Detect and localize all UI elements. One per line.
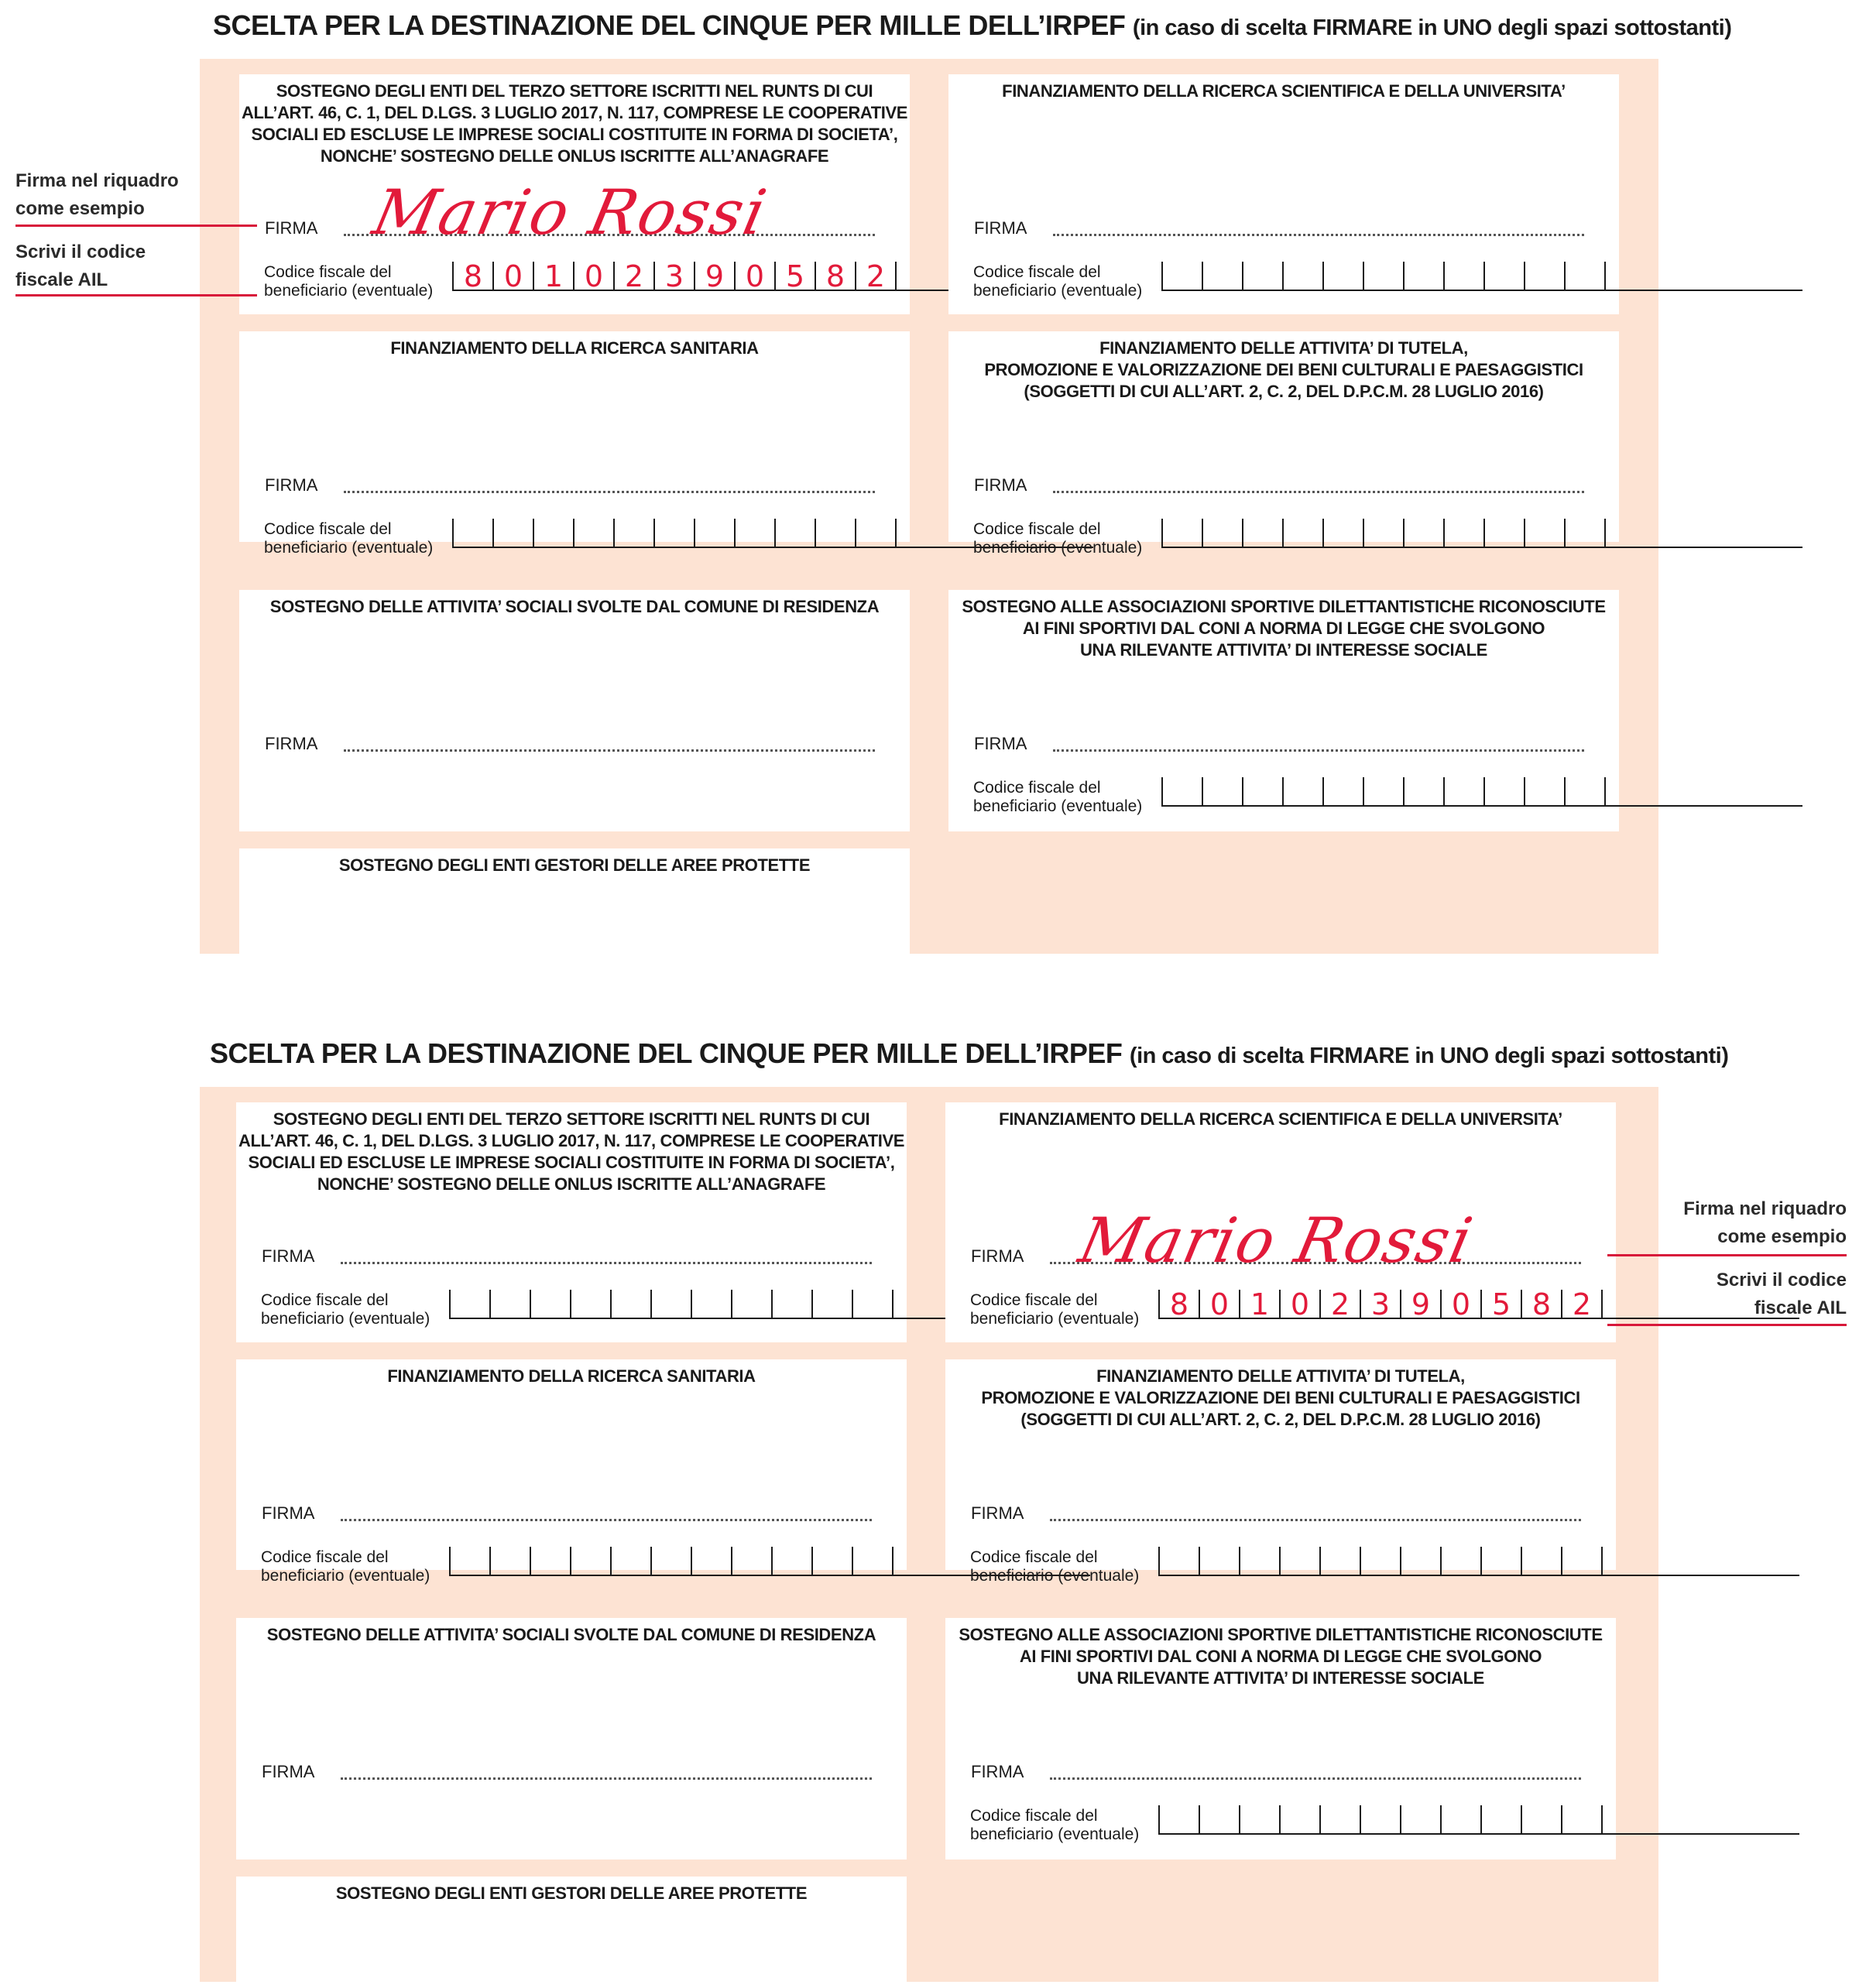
subtitle-uno: UNO — [1439, 1044, 1489, 1068]
cf-digit-cell: 9 — [1401, 1290, 1442, 1318]
codice-fiscale-row — [948, 777, 1619, 824]
box-ricerca-scientifica — [945, 1102, 1616, 1342]
cf-digit-cell — [491, 1547, 531, 1575]
title-subtitle — [1130, 1044, 1728, 1068]
box-title: FINANZIAMENTO DELLA RICERCA SCIENTIFICA E DELLA UNIVERSITA’ — [999, 1109, 1562, 1129]
firma-line[interactable] — [341, 1519, 872, 1521]
cf-digit-cell — [776, 519, 816, 547]
note-codice-line — [1607, 1324, 1847, 1326]
box-title: SOSTEGNO DELLE ATTIVITA’ SOCIALI SVOLTE DAL COMUNE DI RESIDENZA — [266, 1625, 876, 1644]
cf-digit-cell: 0 — [494, 262, 534, 290]
note-firma-line — [1607, 1254, 1847, 1256]
firma-row[interactable] — [948, 469, 1619, 500]
codice-fiscale-input[interactable] — [1158, 1547, 1799, 1576]
codice-fiscale-row — [236, 1547, 907, 1593]
cf-digit-cell — [813, 1547, 853, 1575]
cf-digit-cell — [1243, 777, 1284, 805]
box-aree-protette — [239, 848, 910, 954]
firma-line[interactable] — [1053, 491, 1584, 493]
firma-label: FIRMA — [974, 734, 1027, 753]
cf-digit-cell — [1562, 1805, 1603, 1833]
cf-digit-cell — [1203, 262, 1243, 290]
cf-digit-cell: 8 — [1160, 1290, 1200, 1318]
note-firma-esempio: Firma nel riquadro come esempio — [15, 170, 179, 219]
codice-fiscale-label — [973, 779, 1142, 816]
note-codice-fiscale: Scrivi il codice fiscale AIL — [15, 242, 146, 290]
cf-digit-cell — [1160, 1805, 1200, 1833]
subtitle-text: degli spazi sottostanti) — [1491, 15, 1732, 40]
cf-digit-cell — [494, 519, 534, 547]
box-title: FINANZIAMENTO DELLE ATTIVITA’ DI TUTELA, PROMOZIONE E VALORIZZAZIONE DEI BENI CULTURALI E PAESAGGISTICI (SOGGETTI DI CUI ALL’ART. 2, C. 2, DEL D.P.C.M. 28 LUGLIO 2016) — [981, 1366, 1580, 1429]
box-title: SOSTEGNO DEGLI ENTI GESTORI DELLE AREE PROTETTE — [338, 855, 811, 875]
cf-digit-cell: 0 — [736, 262, 776, 290]
box-comune-residenza — [239, 590, 910, 831]
subtitle-firmare: FIRMARE — [1312, 15, 1412, 40]
box-title: SOSTEGNO ALLE ASSOCIAZIONI SPORTIVE DILETTANTISTICHE RICONOSCIUTE AI FINI SPORTIVI DAL CONI A NORMA DI LEGGE CHE SVOLGONO UNA RILEVANTE ATTIVITA’ DI INTERESSE SOCIALE — [959, 1625, 1603, 1688]
firma-row[interactable] — [945, 1497, 1616, 1528]
codice-fiscale-row — [945, 1805, 1616, 1852]
cf-digit-cell — [1525, 777, 1566, 805]
cf-digit-cell — [1163, 519, 1203, 547]
example-signature: Mario Rossi — [367, 177, 774, 248]
firma-row[interactable] — [948, 212, 1619, 243]
box-title: SOSTEGNO DELLE ATTIVITA’ SOCIALI SVOLTE DAL COMUNE DI RESIDENZA — [269, 597, 880, 616]
cf-label-line: beneficiario (eventuale) — [264, 539, 434, 557]
cf-digit-cell: 2 — [1562, 1290, 1603, 1318]
form-section-1 — [0, 0, 1859, 960]
subtitle-text: (in caso di scelta — [1129, 1044, 1310, 1068]
firma-row[interactable] — [239, 177, 910, 248]
cf-digit-cell — [1160, 1547, 1200, 1575]
subtitle-text: in — [1408, 1044, 1440, 1068]
cf-digit-cell — [1364, 777, 1405, 805]
cf-digit-cell — [1321, 1547, 1361, 1575]
cf-digit-cell — [816, 519, 856, 547]
cf-digit-cell — [732, 1290, 773, 1318]
cf-label-line: Codice fiscale del — [970, 1548, 1098, 1566]
firma-row[interactable] — [948, 728, 1619, 759]
firma-line[interactable] — [344, 491, 875, 493]
title-main: SCELTA PER LA DESTINAZIONE DEL CINQUE PER MILLE DELL’IRPEF — [213, 9, 1126, 41]
box-terzo-settore — [236, 1102, 907, 1342]
cf-digit-cell — [1405, 777, 1445, 805]
firma-label: FIRMA — [262, 1762, 315, 1781]
cf-digit-cell — [1485, 777, 1525, 805]
firma-label: FIRMA — [262, 1503, 315, 1523]
cf-digit-cell — [1361, 1547, 1401, 1575]
subtitle-firmare: FIRMARE — [1309, 1044, 1409, 1068]
box-terzo-settore — [239, 74, 910, 314]
box-beni-culturali — [945, 1359, 1616, 1585]
cf-label-line: Codice fiscale del — [970, 1807, 1098, 1825]
firma-label: FIRMA — [265, 734, 318, 753]
cf-digit-cell: 8 — [816, 262, 856, 290]
box-title: FINANZIAMENTO DELLA RICERCA SANITARIA — [390, 338, 759, 358]
firma-row[interactable] — [236, 1497, 907, 1528]
codice-fiscale-input[interactable] — [1158, 1287, 1799, 1321]
cf-label-line: beneficiario (eventuale) — [973, 282, 1143, 300]
firma-label: FIRMA — [974, 475, 1027, 495]
cf-digit-cell — [1445, 777, 1485, 805]
cf-digit-cell — [652, 1547, 692, 1575]
codice-fiscale-label — [261, 1291, 430, 1328]
cf-label-line: Codice fiscale del — [973, 779, 1101, 797]
box-title: SOSTEGNO ALLE ASSOCIAZIONI SPORTIVE DILETTANTISTICHE RICONOSCIUTE AI FINI SPORTIVI DAL CONI A NORMA DI LEGGE CHE SVOLGONO UNA RILEVANTE ATTIVITA’ DI INTERESSE SOCIALE — [962, 597, 1606, 660]
example-signature: Mario Rossi — [1073, 1205, 1480, 1277]
cf-digit-cell — [1442, 1547, 1482, 1575]
cf-digit-cell — [612, 1290, 652, 1318]
cf-label-line: beneficiario (eventuale) — [973, 797, 1143, 815]
firma-row[interactable] — [239, 469, 910, 500]
form-sheet — [200, 59, 1658, 954]
box-title: FINANZIAMENTO DELLA RICERCA SANITARIA — [387, 1366, 756, 1386]
cf-digit-cell — [695, 519, 736, 547]
codice-fiscale-label — [973, 263, 1142, 300]
cf-digit-cell: 0 — [1200, 1290, 1240, 1318]
firma-line[interactable] — [344, 749, 875, 752]
codice-fiscale-row — [945, 1547, 1616, 1593]
subtitle-text: (in caso di scelta — [1132, 15, 1313, 40]
firma-label: FIRMA — [265, 475, 318, 495]
cf-digit-cell: 5 — [776, 262, 816, 290]
codice-fiscale-label — [973, 520, 1142, 557]
codice-fiscale-label — [264, 263, 433, 300]
cf-label-line: beneficiario (eventuale) — [973, 539, 1143, 557]
cf-digit-cell — [1401, 1547, 1442, 1575]
cf-digit-cell — [1445, 519, 1485, 547]
codice-fiscale-row — [945, 1287, 1616, 1336]
cf-digit-cell — [1203, 777, 1243, 805]
cf-digit-cell — [853, 1290, 893, 1318]
cf-digit-cell — [1163, 777, 1203, 805]
cf-digit-cell — [1485, 519, 1525, 547]
cf-digit-cell — [732, 1547, 773, 1575]
box-associazioni-sportive — [948, 590, 1619, 831]
box-beni-culturali — [948, 331, 1619, 557]
form-title — [210, 1037, 1728, 1070]
cf-digit-cell — [534, 519, 575, 547]
firma-row[interactable] — [239, 728, 910, 759]
form-section-2 — [0, 1028, 1859, 1988]
subtitle-uno: UNO — [1442, 15, 1492, 40]
cf-label-line: beneficiario (eventuale) — [970, 1567, 1140, 1585]
cf-digit-cell — [612, 1547, 652, 1575]
note-codice-line — [15, 294, 257, 296]
firma-label: FIRMA — [262, 1246, 315, 1266]
cf-digit-cell — [736, 519, 776, 547]
cf-digit-cell — [1566, 262, 1606, 290]
codice-fiscale-label — [970, 1548, 1139, 1585]
title-main: SCELTA PER LA DESTINAZIONE DEL CINQUE PER MILLE DELL’IRPEF — [210, 1037, 1123, 1069]
cf-label-line: beneficiario (eventuale) — [261, 1567, 430, 1585]
cf-digit-cell — [1284, 262, 1324, 290]
note-codice-fiscale: Scrivi il codice fiscale AIL — [1716, 1270, 1847, 1318]
firma-line[interactable] — [1050, 1777, 1581, 1780]
codice-fiscale-input[interactable] — [1161, 777, 1802, 807]
cf-digit-cell: 0 — [1442, 1290, 1482, 1318]
cf-digit-cell — [1240, 1547, 1281, 1575]
firma-label: FIRMA — [265, 218, 318, 238]
codice-fiscale-row — [239, 259, 910, 308]
codice-fiscale-label — [264, 520, 433, 557]
codice-fiscale-input[interactable] — [1158, 1805, 1799, 1835]
cf-label-line: Codice fiscale del — [264, 520, 392, 538]
box-ricerca-scientifica — [948, 74, 1619, 314]
subtitle-text: degli spazi sottostanti) — [1488, 1044, 1729, 1068]
box-title: SOSTEGNO DEGLI ENTI DEL TERZO SETTORE ISCRITTI NEL RUNTS DI CUI ALL’ART. 46, C. 1, DEL D.LGS. 3 LUGLIO 2017, N. 117, COMPRESE LE COOPERATIVE SOCIALI ED ESCLUSE LE IMPRESE SOCIALI COSTITUITE IN FORMA DI SOCIETA’, NONCHE’ SOSTEGNO DELLE ONLUS ISCRITTE ALL’ANAGRAFE — [242, 81, 907, 166]
firma-line[interactable] — [341, 1777, 872, 1780]
cf-digit-cell — [813, 1290, 853, 1318]
box-ricerca-sanitaria — [239, 331, 910, 557]
cf-label-line: beneficiario (eventuale) — [970, 1825, 1140, 1843]
cf-digit-cell — [1284, 777, 1324, 805]
cf-digit-cell — [1566, 519, 1606, 547]
firma-label: FIRMA — [971, 1503, 1024, 1523]
codice-fiscale-row — [948, 519, 1619, 565]
codice-fiscale-label — [261, 1548, 430, 1585]
cf-digit-cell — [1163, 262, 1203, 290]
box-ricerca-sanitaria — [236, 1359, 907, 1585]
cf-label-line: Codice fiscale del — [261, 1291, 389, 1309]
box-aree-protette — [236, 1877, 907, 1982]
cf-digit-cell: 0 — [1281, 1290, 1321, 1318]
cf-digit-cell — [1324, 262, 1364, 290]
cf-label-line: Codice fiscale del — [973, 263, 1101, 281]
cf-label-line: beneficiario (eventuale) — [970, 1310, 1140, 1328]
cf-digit-cell — [571, 1547, 612, 1575]
cf-digit-cell — [1200, 1547, 1240, 1575]
cf-label-line: beneficiario (eventuale) — [264, 282, 434, 300]
cf-digit-cell — [451, 1290, 491, 1318]
cf-digit-cell — [1525, 519, 1566, 547]
firma-row[interactable] — [236, 1240, 907, 1271]
cf-label-line: Codice fiscale del — [973, 520, 1101, 538]
cf-digit-cell: 3 — [655, 262, 695, 290]
cf-digit-cell — [1566, 777, 1606, 805]
cf-digit-cell — [773, 1547, 813, 1575]
cf-digit-cell — [1361, 1805, 1401, 1833]
cf-digit-cell — [856, 519, 897, 547]
cf-digit-cell — [1281, 1547, 1321, 1575]
form-sheet — [200, 1087, 1658, 1982]
cf-digit-cell — [1203, 519, 1243, 547]
firma-row[interactable] — [945, 1205, 1616, 1277]
cf-digit-cell — [1525, 262, 1566, 290]
box-comune-residenza — [236, 1618, 907, 1859]
cf-label-line: Codice fiscale del — [970, 1291, 1098, 1309]
firma-label: FIRMA — [971, 1246, 1024, 1266]
cf-digit-cell — [491, 1290, 531, 1318]
box-associazioni-sportive — [945, 1618, 1616, 1859]
firma-line[interactable] — [1050, 1519, 1581, 1521]
cf-digit-cell — [1281, 1805, 1321, 1833]
cf-digit-cell — [575, 519, 615, 547]
cf-digit-cell — [1522, 1547, 1562, 1575]
firma-line[interactable] — [1053, 749, 1584, 752]
cf-digit-cell — [454, 519, 494, 547]
cf-digit-cell — [1485, 262, 1525, 290]
cf-digit-cell: 0 — [575, 262, 615, 290]
cf-digit-cell — [1562, 1547, 1603, 1575]
cf-digit-cell — [1482, 1805, 1522, 1833]
codice-fiscale-row — [236, 1290, 907, 1336]
cf-label-line: Codice fiscale del — [264, 263, 392, 281]
cf-digit-cell — [1364, 519, 1405, 547]
codice-fiscale-row — [948, 262, 1619, 308]
cf-digit-cell — [1324, 519, 1364, 547]
codice-fiscale-label — [970, 1291, 1139, 1328]
firma-line[interactable] — [1053, 234, 1584, 236]
firma-label: FIRMA — [971, 1762, 1024, 1781]
codice-fiscale-label — [970, 1807, 1139, 1844]
cf-digit-cell: 2 — [615, 262, 655, 290]
cf-digit-cell — [1405, 519, 1445, 547]
firma-row[interactable] — [945, 1756, 1616, 1787]
cf-digit-cell — [1240, 1805, 1281, 1833]
cf-digit-cell — [1401, 1805, 1442, 1833]
cf-digit-cell: 5 — [1482, 1290, 1522, 1318]
firma-label: FIRMA — [974, 218, 1027, 238]
cf-digit-cell — [692, 1547, 732, 1575]
cf-digit-cell — [1405, 262, 1445, 290]
cf-digit-cell: 3 — [1361, 1290, 1401, 1318]
cf-digit-cell — [652, 1290, 692, 1318]
note-firma-line — [15, 225, 257, 227]
cf-digit-cell — [655, 519, 695, 547]
cf-digit-cell — [451, 1547, 491, 1575]
cf-label-line: Codice fiscale del — [261, 1548, 389, 1566]
cf-digit-cell: 9 — [695, 262, 736, 290]
firma-line[interactable] — [341, 1262, 872, 1264]
firma-row[interactable] — [236, 1756, 907, 1787]
cf-digit-cell — [1445, 262, 1485, 290]
cf-digit-cell — [1442, 1805, 1482, 1833]
codice-fiscale-input[interactable] — [1161, 519, 1802, 548]
cf-digit-cell — [1321, 1805, 1361, 1833]
cf-digit-cell — [692, 1290, 732, 1318]
cf-digit-cell — [853, 1547, 893, 1575]
cf-digit-cell: 1 — [1240, 1290, 1281, 1318]
codice-fiscale-row — [239, 519, 910, 565]
cf-digit-cell: 1 — [534, 262, 575, 290]
cf-digit-cell — [531, 1547, 571, 1575]
box-title: SOSTEGNO DEGLI ENTI GESTORI DELLE AREE PROTETTE — [335, 1883, 808, 1903]
form-title — [213, 9, 1731, 42]
codice-fiscale-input[interactable] — [1161, 262, 1802, 291]
cf-digit-cell — [1243, 262, 1284, 290]
cf-digit-cell — [531, 1290, 571, 1318]
title-subtitle — [1133, 15, 1731, 40]
note-firma-esempio: Firma nel riquadro come esempio — [1683, 1198, 1847, 1247]
subtitle-text: in — [1411, 15, 1443, 40]
cf-digit-cell: 8 — [1522, 1290, 1562, 1318]
cf-digit-cell — [1324, 777, 1364, 805]
cf-digit-cell — [773, 1290, 813, 1318]
box-title: FINANZIAMENTO DELLE ATTIVITA’ DI TUTELA, PROMOZIONE E VALORIZZAZIONE DEI BENI CULTURALI E PAESAGGISTICI (SOGGETTI DI CUI ALL’ART. 2, C. 2, DEL D.P.C.M. 28 LUGLIO 2016) — [984, 338, 1583, 401]
cf-label-line: beneficiario (eventuale) — [261, 1310, 430, 1328]
cf-digit-cell: 2 — [856, 262, 897, 290]
cf-digit-cell — [1482, 1547, 1522, 1575]
cf-digit-cell — [1364, 262, 1405, 290]
cf-digit-cell: 2 — [1321, 1290, 1361, 1318]
cf-digit-cell — [1243, 519, 1284, 547]
cf-digit-cell — [1200, 1805, 1240, 1833]
cf-digit-cell — [1522, 1805, 1562, 1833]
box-title: FINANZIAMENTO DELLA RICERCA SCIENTIFICA E DELLA UNIVERSITA’ — [1002, 81, 1566, 101]
box-title: SOSTEGNO DEGLI ENTI DEL TERZO SETTORE ISCRITTI NEL RUNTS DI CUI ALL’ART. 46, C. 1, DEL D.LGS. 3 LUGLIO 2017, N. 117, COMPRESE LE COOPERATIVE SOCIALI ED ESCLUSE LE IMPRESE SOCIALI COSTITUITE IN FORMA DI SOCIETA’, NONCHE’ SOSTEGNO DELLE ONLUS ISCRITTE ALL’ANAGRAFE — [238, 1109, 904, 1194]
cf-digit-cell — [615, 519, 655, 547]
cf-digit-cell — [571, 1290, 612, 1318]
cf-digit-cell: 8 — [454, 262, 494, 290]
cf-digit-cell — [1284, 519, 1324, 547]
